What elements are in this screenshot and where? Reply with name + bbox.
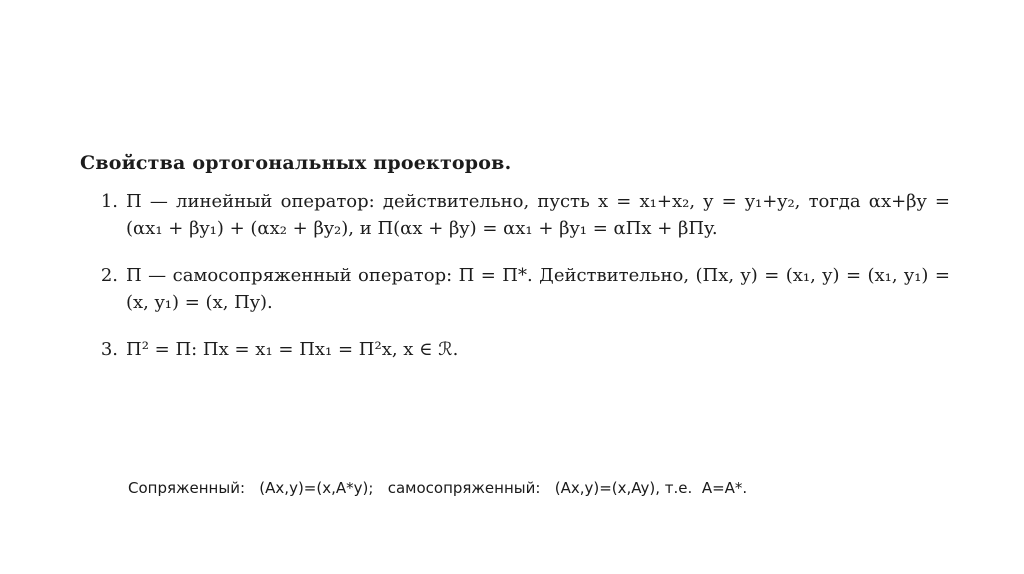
property-list <box>80 188 950 363</box>
item-number: 2. <box>100 265 118 286</box>
item-number: 3. <box>100 339 118 360</box>
item-text: Π — самосопряженный оператор: Π = Π*. Действительно, (Πx, y) = (x₁, y) = (x₁, y₁) = (x, y₁) = (x, Πy). <box>126 265 950 313</box>
item-text: Π² = Π: Πx = x₁ = Πx₁ = Π²x, x ∈ ℛ. <box>126 339 459 360</box>
scanned-text-block <box>80 152 950 383</box>
footnote-definition: Сопряженный: (Ax,y)=(x,A*y); самосопряженный: (Ax,y)=(x,Ay), т.е. A=A*. <box>128 479 748 497</box>
item-number: 1. <box>100 191 118 212</box>
property-item-1 <box>80 188 950 242</box>
item-text: Π — линейный оператор: действительно, пусть x = x₁+x₂, y = y₁+y₂, тогда αx+βy = (αx₁ + βy₁) + (αx₂ + βy₂), и Π(αx + βy) = αx₁ + βy₁ = αΠx + βΠy. <box>126 191 950 239</box>
property-item-3 <box>80 336 950 363</box>
property-item-2 <box>80 262 950 316</box>
section-heading: Свойства ортогональных проекторов. <box>80 152 512 174</box>
